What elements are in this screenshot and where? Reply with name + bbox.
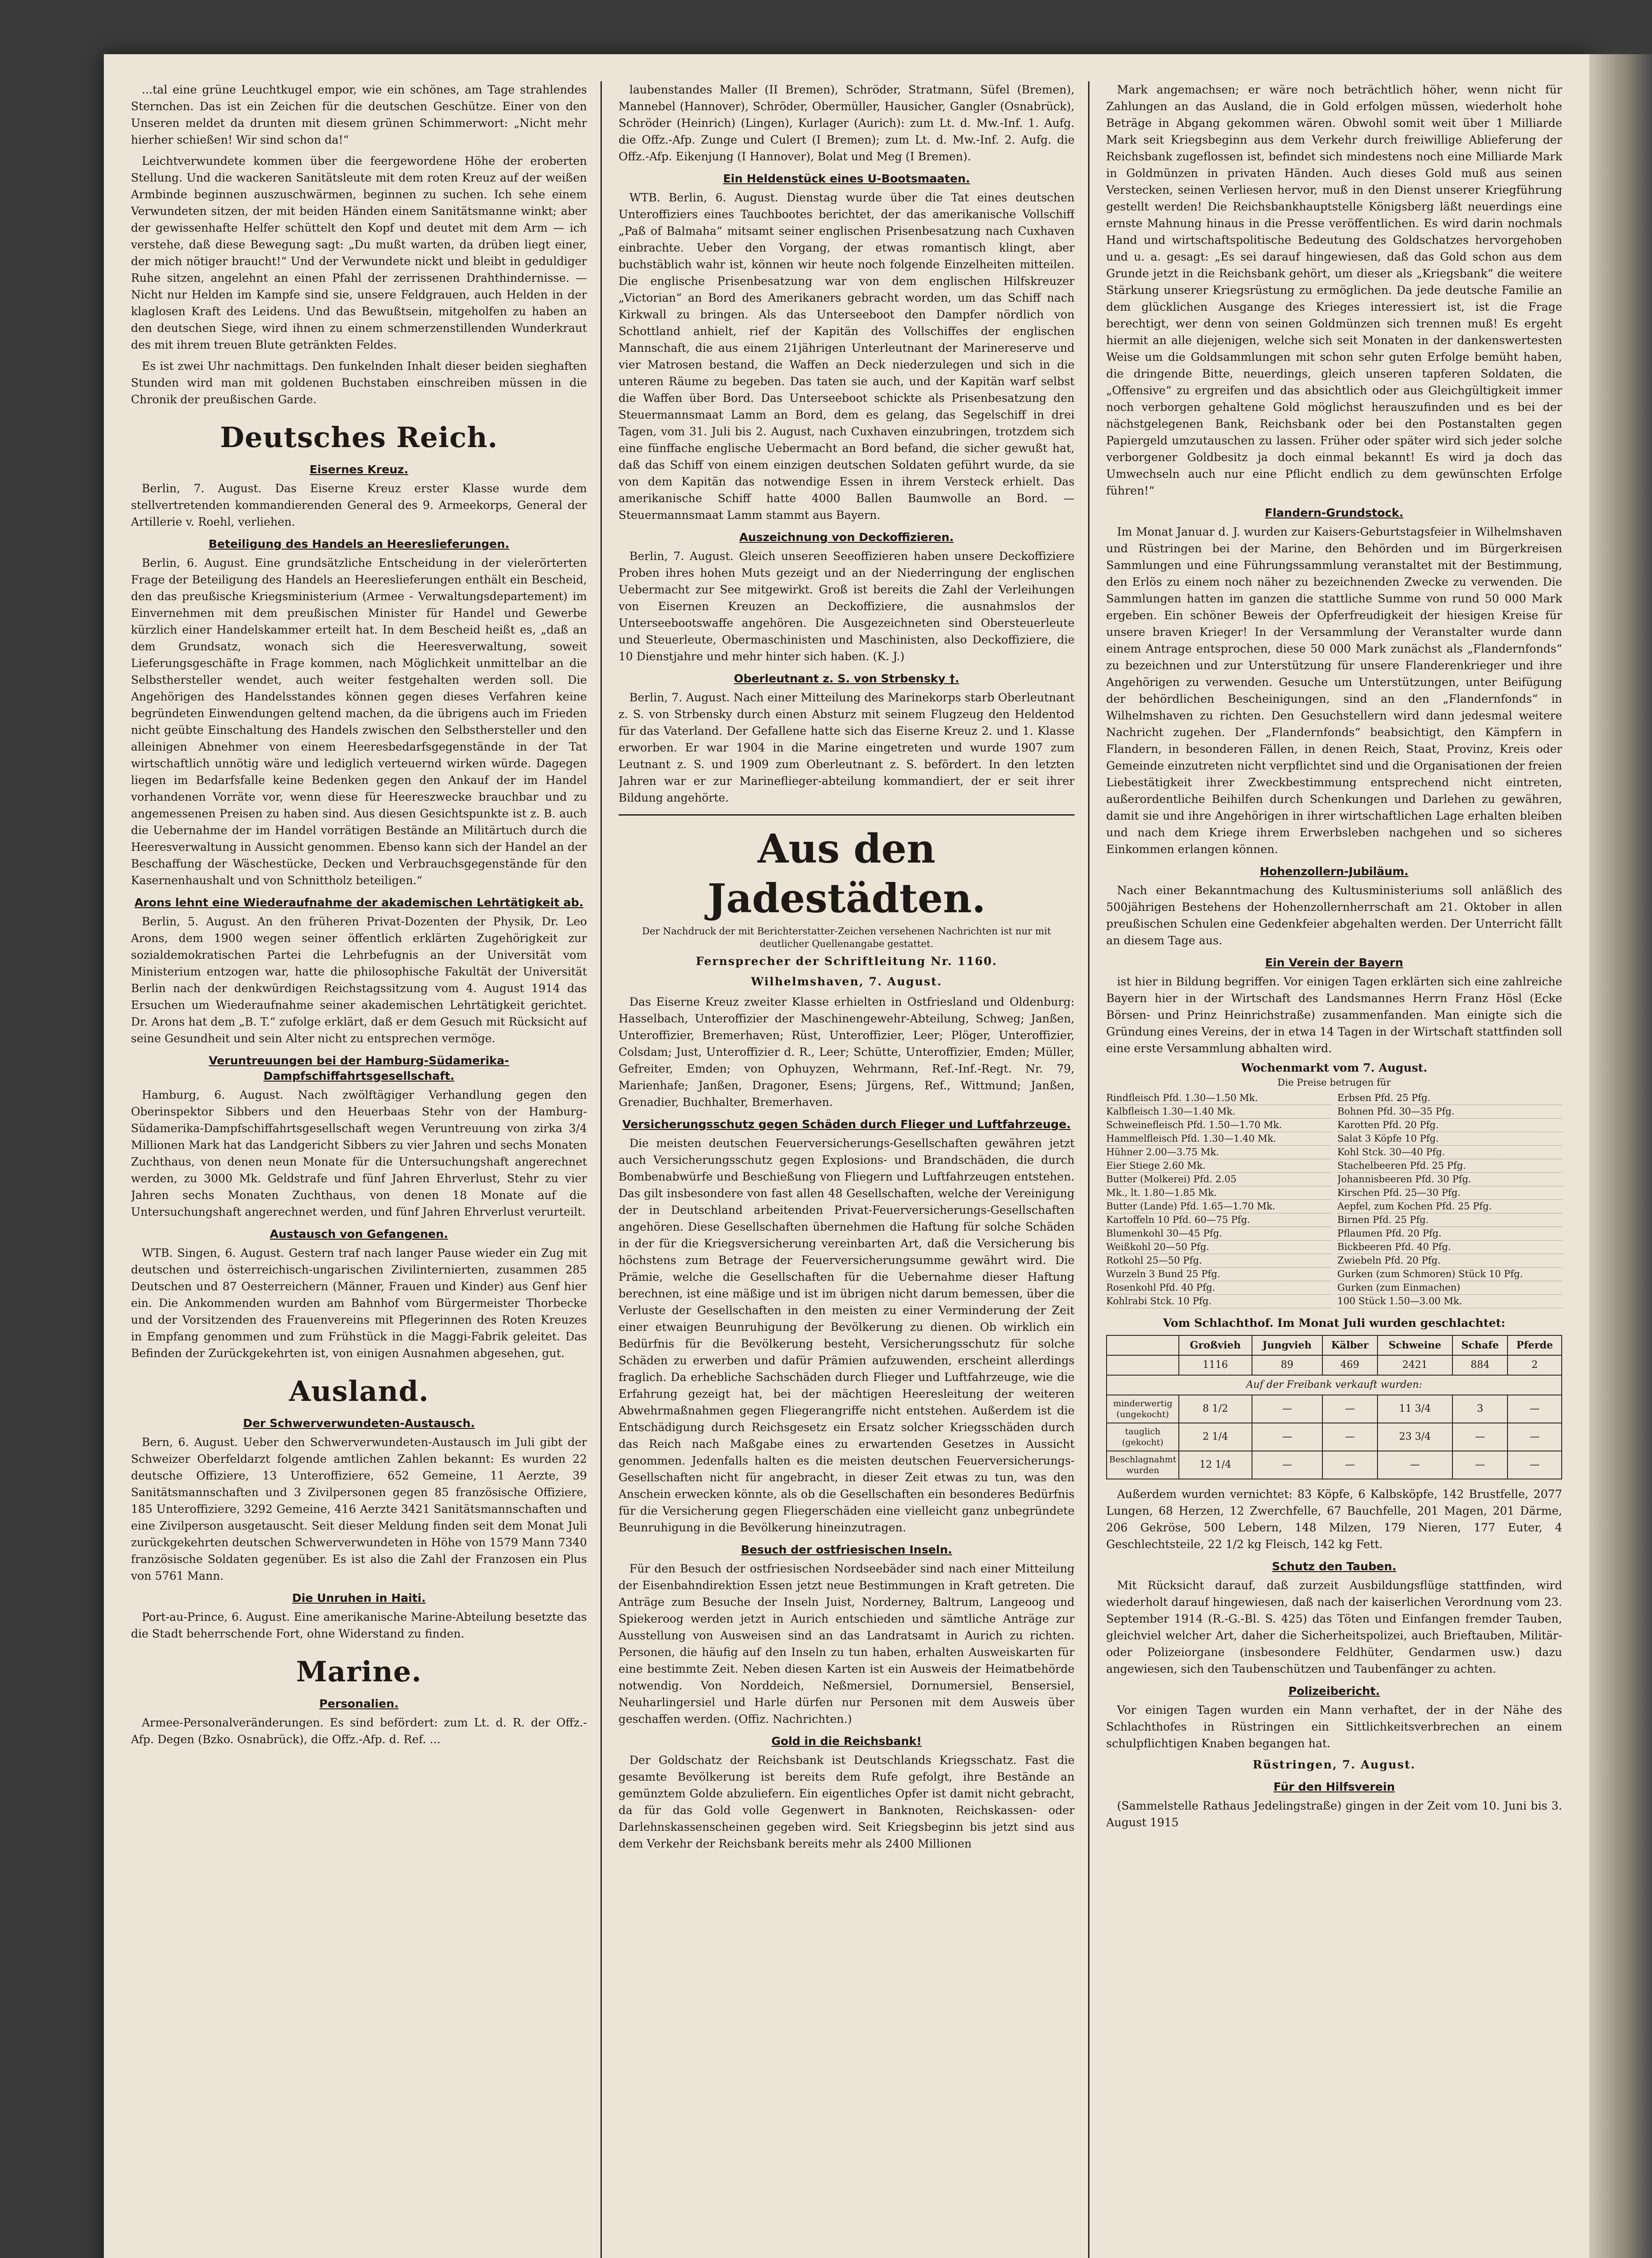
market-price-item: Rosenkohl Pfd. 40 Pfg. xyxy=(1106,1281,1331,1295)
article-text: Mark angemachsen; er wäre noch beträchtlich höher, wenn nicht für Zahlungen an das Ausland, die in Gold erfolgen müssen, wiederholt hohe Beträge in Abgang gekommen wären. Obwohl somit weit über 1 Milliarde Mark seit Kriegsbeginn aus dem Verkehr durch freiwillige Ablieferung der Reichsbank zugeflossen ist, befindet sich mindestens noch eine Milliarde Mark in Goldmünzen in privaten Händen. Auch dieses Gold muß aus seinen Verstecken, seinen Verliesen hervor, muß in den Dienst unserer Kriegführung gestellt werden! Die Reichsbankhauptstelle Königsberg läßt neuerdings eine ernste Mahnung hinaus in die Presse veröffentlichen. Es wird darin nochmals Hand und wirtschaftspolitische Bedeutung des Goldschatzes hervorgehoben und u. a. gesagt: „Es sei darauf hingewiesen, daß das Gold schon aus dem Grunde jetzt in die Reichsbank gehört, um dieser als „Kriegsbank“ die weitere Stärkung unserer Kriegsrüstung zu ermöglichen. Da jede deutsche Familie an dem glücklichen Ausgange des Krieges interessiert ist, ist die Frage berechtigt, wer denn von seinen Goldmünzen sich trennen muß! Es ergeht hiermit an alle diejenigen, welche sich seit Monaten in der dankenswertesten Weise um die Goldsammlungen mit schon sehr guten Erfolge bemüht haben, die dringende Bitte, neuerdings, gleich unseren tapferen Soldaten, die „Offensive“ zu ergreifen und das absichtlich oder aus Gleichgültigkeit immer noch verborgen gehaltene Gold möglichst herauszufinden und es bei der nächstgelegenen Bank, Reichsbank oder bei den Postanstalten gegen Papiergeld umzutauschen zu lassen. Früher oder später wird sich jeder solche verborgener Goldbesitz ja doch einmal bekannt! Es wird ja doch das Umwechseln auch nur eine Pflicht endlich zu dem gewünschten Erfolge führen!“ xyxy=(1106,83,1562,497)
column-1 xyxy=(131,81,587,2258)
article-text: Im Monat Januar d. J. wurden zur Kaisers-Geburtstagsfeier in Wilhelmshaven und Rüstringen bei der Marine, den Behörden und im Bürgerkreisen Sammlungen und eine Führungssammlung veranstaltet mit der Bestimmung, den Erlös zu einem noch näher zu bezeichnenden Zwecke zu verwenden. Die Sammlungen hatten im ganzen die stattliche Summe von rund 50 000 Mark ergeben. Ein schöner Beweis der Opferfreudigkeit der hiesigen Kreise für unsere braven Krieger! In der Versammlung der Veranstalter wurde dann einem Antrage entsprochen, diese 50 000 Mark zunächst als „Flandernfonds“ zu bezeichnen und zur Unterstützung für unsere Flanderenkrieger und ihre Angehörigen zu verwenden. Gesuche um Unterstützungen, unter Beifügung der behördlichen Bescheinigungen, sind an den „Flandernfonds“ in Wilhelmshaven zu richten. Den Gesuchstellern wird dann jedesmal weitere Nachricht zugehen. Der „Flandernfonds“ beabsichtigt, den Kämpfern in Flandern, in besonderen Fällen, in denen Reich, Staat, Provinz, Kreis oder Gemeinde einzutreten nicht verpflichtet sind und die Organisationen der freien Liebestätigkeit ihrer Zweckbestimmung entsprechend nicht eintreten, außerordentliche Beihilfen durch Schenkungen und Darlehen zu gewähren, damit sie und ihre Angehörigen in ihrer wirtschaftlichen Lage erhalten bleiben und nach dem Kriege ihrem Erwerbsleben nachgehen und so sicheres Einkommen erlangen können. xyxy=(1106,525,1562,856)
table-cell: 12 1/4 xyxy=(1179,1451,1252,1479)
market-price-item: Bickbeeren Pfd. 40 Pfg. xyxy=(1337,1241,1562,1254)
table-cell: — xyxy=(1508,1395,1562,1423)
table-cell: — xyxy=(1252,1451,1322,1479)
market-heading: Wochenmarkt vom 7. August. xyxy=(1241,1061,1428,1074)
table-header-row xyxy=(1107,1335,1562,1355)
reprint-note: Der Nachdruck der mit Berichterstatter-Zeichen versehenen Nachrichten ist nur mit deutlicher Quellenangabe gestattet. xyxy=(642,926,1051,949)
table-cell: — xyxy=(1377,1451,1452,1479)
market-price-item: Hühner 2.00—3.75 Mk. xyxy=(1106,1146,1331,1159)
table-header-cell: Schafe xyxy=(1452,1335,1508,1355)
article-heading: Beteiligung des Handels an Heereslieferungen. xyxy=(208,537,510,551)
market-price-item: Eier Stiege 2.60 Mk. xyxy=(1106,1159,1331,1173)
article-text: Mit Rücksicht darauf, daß zurzeit Ausbildungsflüge stattfinden, wird wiederholt darauf hingewiesen, daß nach der kaiserlichen Verordnung vom 23. September 1914 (R.-G.-Bl. S. 425) das Töten und Einfangen fremder Tauben, gleichviel welcher Art, daher die Sicherheitspolizei, auch Brieftauben, Militär- oder Polizeiorgane (insbesondere Feldhüter, Gendarmen usw.) dazu angewiesen, sich den Taubenschützen und Taubenfänger zu achten. xyxy=(1106,1579,1562,1675)
table-cell xyxy=(1107,1355,1179,1375)
table-cell: — xyxy=(1252,1423,1322,1451)
article-text: Berlin, 7. August. Das Eiserne Kreuz erster Klasse wurde dem stellvertretenden kommandierenden General des 9. Armeekorps, General der Artillerie v. Roehl, verliehen. xyxy=(131,482,587,528)
market-price-item: Kartoffeln 10 Pfd. 60—75 Pfg. xyxy=(1106,1213,1331,1227)
book-binding-edge xyxy=(1589,54,1652,2258)
column-rule xyxy=(1088,81,1089,2258)
article-text: Die meisten deutschen Feuerversicherungs-Gesellschaften gewähren jetzt auch Versicherungsschutz gegen Explosions- und Brandschäden, die durch Bombenabwürfe und Beschießung von Fliegern und Luftfahrzeugen entstehen. Das gilt insbesondere von fast allen 48 Gesellschaften, welche der Vereinigung der in Deutschland arbeitenden Privat-Feuerversicherungs-Gesellschaften angehören. Diese Gesellschaften übernehmen die Haftung für solche Schäden in der für die Kriegsversicherung vereinbarten Art, daß die Versicherung bis höchstens zum Betrage der Feuerversicherungsumme gewährt wird. Die Prämie, welche die Gesellschaften für die Uebernahme dieser Haftung berechnen, ist eine mäßige und ist im übrigen nicht darum bemessen, über die Verluste der Gesellschaften in den meisten zu einer Verminderung der Zeit einer etwaigen Beunruhigung der Bevölkerung zu dienen. Ob wirklich ein Bedürfnis für die Bevölkerung besteht, Versicherungsschutz für solche Schäden zu erwerben und dafür Prämien aufzuwenden, erscheint allerdings fraglich. Da erhebliche Sachschäden durch Flieger und Luftfahrzeuge, wie die Erfahrung gezeigt hat, bei der mächtigen Heeresleitung der weiteren Abwehrmaßnahmen gegen Fliegerangriffe nicht entstehen. Außerdem ist die Entschädigung durch Reichsgesetz ein Ersatz solcher Kriegsschäden durch das Reich nach Maßgabe eines zu erwartenden Gesetzes in Aussicht genommen. Jedenfalls halten es die meisten deutschen Feuerversicherungs-Gesellschaften nicht für angebracht, in dieser Zeit etwas zu tun, was den Anschein erwecken könnte, als ob die Gesellschaften ein besonderes Bedürfnis für die Versicherung gegen Fliegerschäden eine vielleicht ganz unbegründete Beunruhigung in die Bevölkerung hineinzutragen. xyxy=(619,1137,1075,1534)
article-heading: Gold in die Reichsbank! xyxy=(771,1735,922,1748)
article-heading: Versicherungsschutz gegen Schäden durch Flieger und Luftfahrzeuge. xyxy=(622,1118,1071,1131)
article-text: Vor einigen Tagen wurden ein Mann verhaftet, der in der Nähe des Schlachthofes in Rüstringen ein Sittlichkeitsverbrechen an einem schulpflichtigen Knaben begangen hat. xyxy=(1106,1703,1562,1750)
market-price-item: Mk., lt. 1.80—1.85 Mk. xyxy=(1106,1186,1331,1200)
article-heading: Eisernes Kreuz. xyxy=(309,463,409,476)
column-3 xyxy=(1106,81,1562,2258)
table-cell: 884 xyxy=(1452,1355,1508,1375)
column-2 xyxy=(619,81,1075,2258)
article-heading: Schutz den Tauben. xyxy=(1272,1560,1396,1573)
article-text: Hamburg, 6. August. Nach zwölftägiger Verhandlung gegen den Oberinspektor Sibbers und den Heuerbaas Stehr von der Hamburg-Südamerika-Dampfschiffahrtsgesellschaft wegen Veruntreuung von zirka 3/4 Millionen Mark hat das Landgericht Sibbers zu vier Jahren und sechs Monaten Zuchthaus, von denen neun Monate für die Untersuchungshaft angerechnet werden, zu 3000 Mk. Geldstrafe und fünf Jahren Ehrverlust, Stehr zu vier Jahren sechs Monaten Zuchthaus, von denen 18 Monate auf die Untersuchungshaft angerechnet werden, und fünf Jahren Ehrverlust verurteilt. xyxy=(131,1088,587,1218)
article-heading: Personalien. xyxy=(319,1697,399,1710)
article-text: Der Goldschatz der Reichsbank ist Deutschlands Kriegsschatz. Fast die gesamte Bevölkerung ist bereits dem Rufe gefolgt, ihre Bestände an gemünztem Golde abzuliefern. Ein eigentliches Opfer ist damit nicht gebracht, da für das Gold volle Gegenwert in Banknoten, Reichskassen- oder Darlehnskassenscheinen gegeben wird. Seit Kriegsbeginn bis jetzt sind aus dem Verkehr der Reichsbank bereits mehr als 2400 Millionen xyxy=(619,1754,1075,1850)
table-cell: — xyxy=(1252,1395,1322,1423)
market-price-item: Zwiebeln Pfd. 20 Pfg. xyxy=(1337,1254,1562,1268)
table-cell: 2 xyxy=(1508,1355,1562,1375)
market-prices xyxy=(1106,1061,1562,1308)
market-price-item: Aepfel, zum Kochen Pfd. 25 Pfg. xyxy=(1337,1200,1562,1213)
article-text: Leichtverwundete kommen über die feergewordene Höhe der eroberten Stellung. Und die wackeren Sanitätsleute mit dem roten Kreuz auf der weißen Armbinde beginnen auszuschwärmen, beginnen zu suchen. Ich sehe einem Verwundeten sitzen, der mit beiden Händen einem Sanitätsmanne winkt; aber der gewissenhafte Helfer schüttelt den Kopf und deutet mit dem Arm — ich verstehe, daß diese Bewegung sagt: „Du mußt warten, da drüben liegt einer, der mich nötiger braucht!“ Und der Verwundete nickt und bleibt in geduldiger Ruhe sitzen, angelehnt an einen Pfahl der zerrissenen Drahthindernisse. — Nicht nur Helden im Kampfe sind sie, unsere Feldgrauen, auch Helden in der klaglosen Kraft des Leidens. Und das Bewußtsein, mitgeholfen zu haben an den deutschen Siege, wird ihnen zu einem schmerzenstillenden Wunderkraut des mit ihrem treuen Blute getränkten Feldes. xyxy=(131,154,587,351)
table-cell: minderwertig (ungekocht) xyxy=(1107,1395,1179,1423)
market-price-item: Rotkohl 25—50 Pfg. xyxy=(1106,1254,1331,1268)
slaughter-title: Vom Schlachthof. Im Monat Juli wurden geschlachtet: xyxy=(1163,1316,1505,1330)
table-row xyxy=(1107,1395,1562,1423)
table-cell: — xyxy=(1322,1451,1377,1479)
market-price-item: Hammelfleisch Pfd. 1.30—1.40 Mk. xyxy=(1106,1132,1331,1146)
table-row xyxy=(1107,1423,1562,1451)
market-price-item: Gurken (zum Schmoren) Stück 10 Pfg. xyxy=(1337,1268,1562,1281)
market-price-item: Butter (Lande) Pfd. 1.65—1.70 Mk. xyxy=(1106,1200,1331,1213)
article-heading: Ein Verein der Bayern xyxy=(1265,956,1403,969)
section-heading: Deutsches Reich. xyxy=(220,421,498,454)
table-header-cell: Pferde xyxy=(1508,1335,1562,1355)
table-cell: 2 1/4 xyxy=(1179,1423,1252,1451)
market-price-item: Erbsen Pfd. 25 Pfg. xyxy=(1337,1092,1562,1105)
market-price-list xyxy=(1106,1092,1562,1308)
market-price-item: Karotten Pfd. 20 Pfg. xyxy=(1337,1119,1562,1132)
article-heading: Auszeichnung von Deckoffizieren. xyxy=(739,531,954,544)
article-text: Das Eiserne Kreuz zweiter Klasse erhielten in Ostfriesland und Oldenburg: Hasselbach, Unteroffizier der Maschinengewehr-Abteilung, Schweg; Janßen, Unteroffizier, Bremerhaven; Rüst, Unteroffizier, Leer; Plöger, Unteroffizier, Colsdam; Just, Unteroffizier d. R., Leer; Schütte, Unteroffizier, Emden; Müller, Gefreiter, Emden; von Ophuyzen, Wehrmann, Ref.-Inf.-Regt. Nr. 79, Marienhafe; Janßen, Dragoner, Esens; Jürgens, Ref., Wittmund; Janßen, Grenadier, Buchhalter, Bremerhaven. xyxy=(619,995,1075,1109)
table-body xyxy=(1107,1355,1562,1479)
editorial-phone: Fernsprecher der Schriftleitung Nr. 1160. xyxy=(696,955,997,968)
article-text: ist hier in Bildung begriffen. Vor einigen Tagen erklärten sich eine zahlreiche Bayern hier in der Wirtschaft des Landsmannes Herrn Franz Hösl (Ecke Börsen- und Prinz Heinrichstraße) zusammenfanden. Man einigte sich die Gründung eines Vereins, der in etwa 14 Tagen in der Wirtschaft stattfinden soll eine erste Versammlung abhalten wird. xyxy=(1106,975,1562,1055)
article-heading: Veruntreuungen bei der Hamburg-Südamerika-Dampfschiffahrtsgesellschaft. xyxy=(209,1054,509,1082)
table-row xyxy=(1107,1375,1562,1395)
market-price-item: Blumenkohl 30—45 Pfg. xyxy=(1106,1227,1331,1241)
section-heading: Ausland. xyxy=(289,1375,429,1408)
table-header-cell: Großvieh xyxy=(1179,1335,1252,1355)
table-header-cell: Kälber xyxy=(1322,1335,1377,1355)
table-header-cell: Schweine xyxy=(1377,1335,1452,1355)
market-price-item: Schweinefleisch Pfd. 1.50—1.70 Mk. xyxy=(1106,1119,1331,1132)
article-text: Bern, 6. August. Ueber den Schwerverwundeten-Austausch im Juli gibt der Schweizer Oberfeldarzt folgende amtlichen Zahlen bekannt: Es wurden 22 deutsche Offiziere, 13 Unteroffiziere, 652 Gemeine, 11 Aerzte, 39 Sanitätsmannschaften und 3 Zivilpersonen gegen 85 französische Offiziere, 185 Unteroffiziere, 3292 Gemeine, 416 Aerzte 3421 Sanitätsmannschaften und eine Zivilperson ausgetauscht. Seit dieser Meldung finden seit dem Monat Juli zurückgekehrten deutschen Schwerverwundeten in Höhe von 1579 Mann 7340 französische Soldaten gegenüber. Es ist also die Zahl der Franzosen ein Plus von 5761 Mann. xyxy=(131,1436,587,1582)
market-price-item: Kalbfleisch 1.30—1.40 Mk. xyxy=(1106,1105,1331,1119)
table-cell: 8 1/2 xyxy=(1179,1395,1252,1423)
table-row xyxy=(1107,1355,1562,1375)
article-heading: Der Schwerverwundeten-Austausch. xyxy=(243,1417,475,1430)
table-header-cell: Jungvieh xyxy=(1252,1335,1322,1355)
table-cell: tauglich (gekocht) xyxy=(1107,1423,1179,1451)
market-price-item: Johannisbeeren Pfd. 30 Pfg. xyxy=(1337,1173,1562,1186)
dateline: Rüstringen, 7. August. xyxy=(1252,1758,1416,1771)
market-price-item: Butter (Molkerei) Pfd. 2.05 xyxy=(1106,1173,1331,1186)
column-rule xyxy=(600,81,602,2258)
article-heading: Arons lehnt eine Wiederaufnahme der akademischen Lehrtätigkeit ab. xyxy=(134,896,584,909)
article-text: Berlin, 7. August. Nach einer Mitteilung des Marinekorps starb Oberleutnant z. S. von Strbensky durch einen Absturz mit seinem Flugzeug den Heldentod für das Vaterland. Der Gefallene hatte sich das Eiserne Kreuz 2. und 1. Klasse erworben. Er war 1904 in die Marine eingetreten und wurde 1907 zum Leutnant z. S. und 1909 zum Oberleutnant z. S. befördert. In den letzten Jahren war er zur Marineflieger-abteilung kommandiert, der er seit ihrer Bildung angehörte. xyxy=(619,691,1075,804)
market-price-item: Kirschen Pfd. 25—30 Pfg. xyxy=(1337,1186,1562,1200)
article-text: Außerdem wurden vernichtet: 83 Köpfe, 6 Kalbsköpfe, 142 Brustfelle, 2077 Lungen, 68 Herzen, 12 Zwerchfelle, 67 Bauchfelle, 201 Magen, 201 Därme, 206 Gekröse, 500 Lebern, 148 Milzen, 179 Nieren, 177 Euter, 4 Geschlechtsteile, 22 1/2 kg Fleisch, 142 kg Fett. xyxy=(1106,1488,1562,1551)
market-price-item: Kohlrabi Stck. 10 Pfg. xyxy=(1106,1295,1331,1308)
article-text: WTB. Singen, 6. August. Gestern traf nach langer Pause wieder ein Zug mit deutschen und österreichisch-ungarischen Zivilinternierten, zusammen 285 Deutschen und 87 Oesterreichern (Männer, Frauen und Kinder) aus Genf hier ein. Die Ankommenden wurden am Bahnhof vom Bürgermeister Thorbecke und der Vorsitzenden des Frauenvereins mit Pflegerinnen des Roten Kreuzes in Empfang genommen und zum Frühstück in die Maggi-Fabrik geleitet. Das Befinden der Zurückgekehrten ist, von einigen Ausnahmen abgesehen, gut. xyxy=(131,1246,587,1360)
article-heading: Für den Hilfsverein xyxy=(1273,1780,1395,1793)
market-price-item: Birnen Pfd. 25 Pfg. xyxy=(1337,1213,1562,1227)
article-heading: Hohenzollern-Jubiläum. xyxy=(1260,865,1409,878)
divider xyxy=(619,814,1075,816)
table-header-cell xyxy=(1107,1335,1179,1355)
table-cell: — xyxy=(1508,1451,1562,1479)
table-cell: 23 3/4 xyxy=(1377,1423,1452,1451)
article-text: WTB. Berlin, 6. August. Dienstag wurde über die Tat eines deutschen Unteroffiziers eines Tauchbootes berichtet, der das amerikanische Vollschiff „Paß of Balmaha“ mitsamt seiner englischen Prisenbesatzung nach Cuxhaven einbrachte. Ueber den Vorgang, der etwas romantisch klingt, aber buchstäblich wahr ist, können wir heute noch folgende Einzelheiten mitteilen. Die englische Prisenbesatzung war von dem englischen Hilfskreuzer „Victorian“ an Bord des Amerikaners gebracht worden, um das Schiff nach Kirkwall zu bringen. Als das Unterseeboot den Dampfer nördlich von Schottland anhielt, rief der Kapitän des Vollschiffes der englischen Mannschaft, die aus einem 21jährigen Unterleutnant der Marinereserve und vier Matrosen bestand, die Waffen an Deck niederzulegen und sich in die unteren Räume zu begeben. Das taten sie auch, und der Kapitän warf selbst die Waffen über Bord. Das Unterseeboot schickte als Prisenbesatzung den Steuermannsmaat Lamm an Bord, dem es gelang, das Segelschiff in drei Tagen, vom 31. Juli bis 2. August, nach Cuxhaven einzubringen, trotzdem sich eine fünffache englische Uebermacht an Bord befand, die sicher gewußt hat, daß das Schiff von einem einzigen deutschen Soldaten geführt wurde, da sie von dem Kapitän das notwendige Essen in ihrem Versteck erhielt. Das amerikanische Schiff hatte 4000 Ballen Baumwolle an Bord. — Steuermannsmaat Lamm stammt aus Bayern. xyxy=(619,191,1075,522)
article-text: Es ist zwei Uhr nachmittags. Den funkelnden Inhalt dieser beiden sieghaften Stunden wird man mit goldenen Buchstaben einschreiben müssen in die Chronik der preußischen Garde. xyxy=(131,359,587,406)
table-cell: 1116 xyxy=(1179,1355,1252,1375)
article-text: Armee-Personalveränderungen. Es sind befördert: zum Lt. d. R. der Offz.-Afp. Degen (Bzko. Osnabrück), die Offz.-Afp. d. Ref. ... xyxy=(131,1716,587,1746)
market-price-item: Stachelbeeren Pfd. 25 Pfg. xyxy=(1337,1159,1562,1173)
article-heading: Austausch von Gefangenen. xyxy=(270,1227,448,1241)
table-cell: — xyxy=(1322,1423,1377,1451)
article-text: Berlin, 7. August. Gleich unseren Seeoffizieren haben unsere Deckoffiziere Proben ihres hohen Muts gezeigt und an der Niederringung der englischen Uebermacht zur See mitgewirkt. Groß ist bereits die Zahl der Verleihungen von Eisernen Kreuzen an Deckoffiziere, die ausnahmslos der Unterseebootswaffe angehören. Die Ausgezeichneten sind Obersteuerleute und Steuerleute, Obermaschinisten und Maschinisten, also Deckoffiziere, die 10 Dienstjahre und mehr hinter sich haben. (K. J.) xyxy=(619,550,1075,663)
article-text: Berlin, 5. August. An den früheren Privat-Dozenten der Physik, Dr. Leo Arons, dem 1900 wegen seiner öffentlich erklärten Zugehörigkeit zur sozialdemokratischen Partei die Lehrbefugnis an der Universität vom Ministerium entzogen war, hatte die philosophische Fakultät der Universität Berlin nach der denkwürdigen Reichstagssitzung vom 4. August 1914 das Ersuchen um Wiederaufnahme seiner akademischen Lehrtätigkeit gerichtet. Dr. Arons hat dem „B. T.“ zufolge erklärt, daß er dem Gesuch mit Rücksicht auf seine Gesundheit und sein Alter nicht zu entsprechen vermöge. xyxy=(131,915,587,1045)
market-price-item: Pflaumen Pfd. 20 Pfg. xyxy=(1337,1227,1562,1241)
table-cell: — xyxy=(1508,1423,1562,1451)
market-price-item: Rindfleisch Pfd. 1.30—1.50 Mk. xyxy=(1106,1092,1331,1105)
article-heading: Ein Heldenstück eines U-Bootsmaaten. xyxy=(723,172,970,185)
article-heading: Oberleutnant z. S. von Strbensky †. xyxy=(734,672,959,685)
table-cell: 469 xyxy=(1322,1355,1377,1375)
table-cell: 11 3/4 xyxy=(1377,1395,1452,1423)
section-heading: Marine. xyxy=(296,1655,422,1688)
article-text: Nach einer Bekanntmachung des Kultusministeriums soll anläßlich des 500jährigen Bestehens der Hohenzollernherrschaft am 21. Oktober in allen preußischen Schulen eine Gedenkfeier abgehalten werden. Der Unterricht fällt an diesem Tage aus. xyxy=(1106,884,1562,947)
market-price-item: Bohnen Pfd. 30—35 Pfg. xyxy=(1337,1105,1562,1119)
table-cell: 89 xyxy=(1252,1355,1322,1375)
section-heading-jadestaedte: Aus den Jadestädten. xyxy=(707,825,986,922)
article-heading: Polizeibericht. xyxy=(1288,1684,1380,1698)
market-subheading: Die Preise betrugen für xyxy=(1277,1077,1391,1088)
article-text: (Sammelstelle Rathaus Jedelingstraße) gingen in der Zeit vom 10. Juni bis 3. August 1915 xyxy=(1106,1799,1562,1829)
market-price-item: Kohl Stck. 30—40 Pfg. xyxy=(1337,1146,1562,1159)
slaughter-table xyxy=(1106,1335,1562,1479)
article-heading: Besuch der ostfriesischen Inseln. xyxy=(741,1543,952,1556)
article-text: ...tal eine grüne Leuchtkugel empor, wie ein schönes, am Tage strahlendes Sternchen. Das ist ein Zeichen für die deutschen Geschütze. Einer von den Unseren meldet da drunten mit diesem grünen Schimmerwort: „Nicht mehr hierher schießen! Wir sind schon da!“ xyxy=(131,83,587,146)
article-text: Für den Besuch der ostfriesischen Nordseebäder sind nach einer Mitteilung der Eisenbahndirektion Essen jetzt neue Bestimmungen in Kraft getreten. Die Anträge zum Besuche der Inseln Juist, Norderney, Baltrum, Langeoog und Spiekeroog werden jetzt in Aurich entschieden und sämtliche Anträge zur Ausstellung von Ausweisen sind an das Landratsamt in Aurich zu richten. Personen, die häufig auf den Inseln zu tun haben, erhalten Ausweiskarten für eine bestimmte Zeit. Neben diesen Karten ist ein Ausweis der Heimatbehörde notwendig. Von Norddeich, Neßmersiel, Dornumersiel, Bensersiel, Neuharlingersiel und Harle dürfen nur Personen mit dem Ausweis über geschaffen werden. (Offiz. Nachrichten.) xyxy=(619,1562,1075,1726)
article-text: Berlin, 6. August. Eine grundsätzliche Entscheidung in der vielerörterten Frage der Beteiligung des Handels an Heereslieferungen enthält ein Bescheid, den das preußische Kriegsministerium (Armee - Verwaltungsdepartement) im Einvernehmen mit dem preußischen Minister für Handel und Gewerbe kürzlich einer Handelskammer erteilt hat. In dem Bescheid heißt es, „daß an dem Grundsatz, wonach sich die Heeresverwaltung, soweit Lieferungsgeschäfte in Frage kommen, nach Möglichkeit unmittelbar an die Selbsthersteller wendet, auch weiter festgehalten werden soll. Die Angehörigen des Handelsstandes können gegen dieses Verfahren keine begründeten Einwendungen geltend machen, da die übrigens auch im Frieden nicht geübte Einschaltung des Handels zwischen den Selbsthersteller und den alleinigen Abnehmer von einem Heeresbedarfsgegenstände in der Tat wirtschaftlich unnötig wäre und lediglich verteuernd wirken würde. Dagegen liegen im Bedarfsfalle keine Bedenken gegen den Ankauf der im Handel vorhandenen Vorräte vor, wenn diese für Heereszwecke brauchbar und zu angemessenen Preisen zu haben sind. Aus diesen Gesichtspunkte ist z. B. auch die Uebernahme der im Handel vorrätigen Bestände an Militärtuch durch die Heeresverwaltung in Aussicht genommen. Ebenso kann sich der Handel an der Beschaffung der Wäschestücke, Decken und Verbrauchsgegenstände für den Kasernenhaushalt und von Schnittholz beteiligen.“ xyxy=(131,556,587,887)
market-price-item: Salat 3 Köpfe 10 Pfg. xyxy=(1337,1132,1562,1146)
market-price-item: Weißkohl 20—50 Pfg. xyxy=(1106,1241,1331,1254)
newspaper-page xyxy=(104,54,1589,2258)
table-cell: — xyxy=(1452,1423,1508,1451)
table-cell: 3 xyxy=(1452,1395,1508,1423)
dateline: Wilhelmshaven, 7. August. xyxy=(751,975,942,988)
market-price-item: Wurzeln 3 Bund 25 Pfg. xyxy=(1106,1268,1331,1281)
table-row xyxy=(1107,1451,1562,1479)
table-cell: 2421 xyxy=(1377,1355,1452,1375)
article-heading: Die Unruhen in Haiti. xyxy=(292,1591,426,1605)
table-cell: — xyxy=(1452,1451,1508,1479)
market-price-item: Gurken (zum Einmachen) xyxy=(1337,1281,1562,1295)
table-span-cell: Auf der Freibank verkauft wurden: xyxy=(1107,1375,1562,1395)
article-text: Port-au-Prince, 6. August. Eine amerikanische Marine-Abteilung besetzte das die Stadt beherrschende Fort, ohne Widerstand zu finden. xyxy=(131,1610,587,1640)
article-heading: Flandern-Grundstock. xyxy=(1265,506,1404,519)
table-cell: — xyxy=(1322,1395,1377,1423)
article-text: laubenstandes Maller (II Bremen), Schröder, Stratmann, Süfel (Bremen), Mannebel (Hannover), Schröder, Obermüller, Hausicher, Gangler (Osnabrück), Schröder (Heinrich) (Lingen), Kurlager (Aurich): zum Lt. d. Mw.-Inf. 1. Aufg. die Offz.-Afp. Zunge und Culert (I Bremen); zum Lt. d. Mw.-Inf. 2. Aufg. die Offz.-Afp. Eikenjung (I Hannover), Bolat und Meg (I Bremen). xyxy=(619,83,1075,163)
table-cell: Beschlagnahmt wurden xyxy=(1107,1451,1179,1479)
market-price-item: 100 Stück 1.50—3.00 Mk. xyxy=(1337,1295,1562,1308)
